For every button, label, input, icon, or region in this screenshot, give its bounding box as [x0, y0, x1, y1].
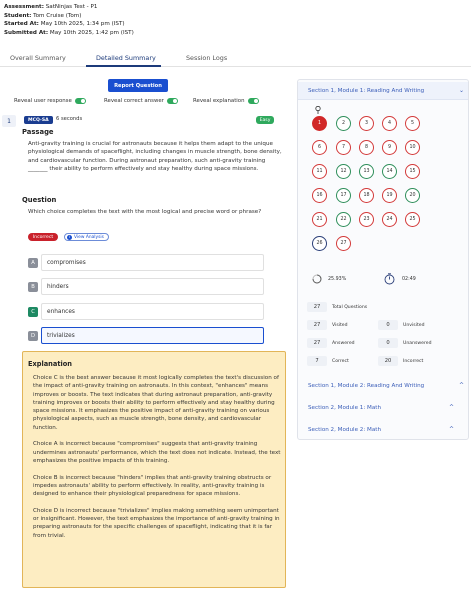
section-label: Section 1, Module 2: Reading And Writing	[308, 383, 425, 389]
reveal-user-response	[14, 98, 86, 104]
started-label: Started At:	[4, 21, 39, 28]
reveal-correct-answer-label: Reveal correct answer	[104, 98, 164, 104]
explanation-body	[33, 374, 281, 548]
visited-count: 27	[307, 320, 327, 330]
question-nav-1[interactable]: 1	[312, 116, 327, 131]
correct-count: 7	[307, 356, 327, 366]
question-nav-17[interactable]: 17	[336, 188, 351, 203]
status-badge: Incorrect	[28, 233, 58, 241]
accuracy-icon	[312, 274, 322, 284]
question-nav-25[interactable]: 25	[405, 212, 420, 227]
incorrect-count: 20	[378, 356, 398, 366]
difficulty-badge: Easy	[256, 116, 274, 124]
reveal-explanation-toggle[interactable]	[248, 98, 259, 104]
question-nav-3[interactable]: 3	[359, 116, 374, 131]
section-label: Section 1, Module 1: Reading And Writing	[308, 87, 425, 94]
tab-overall-summary[interactable]: Overall Summary	[10, 54, 66, 62]
accuracy-value: 25.93%	[328, 277, 347, 282]
choice-c-text: enhances	[41, 303, 264, 320]
question-nav-9[interactable]: 9	[382, 140, 397, 155]
question-nav-27[interactable]: 27	[336, 236, 351, 251]
answered-label: Answered	[332, 341, 355, 346]
question-number: 1	[2, 115, 16, 127]
section-2-module-2-header[interactable]	[298, 421, 468, 439]
reveal-correct-answer	[104, 98, 178, 104]
stopwatch-icon	[384, 273, 395, 285]
assessment-label: Assessment:	[4, 4, 44, 10]
question-nav-4[interactable]: 4	[382, 116, 397, 131]
section-1-module-2-header[interactable]	[298, 377, 468, 395]
chevron-up-icon: ^	[448, 426, 454, 433]
tab-session-logs[interactable]: Session Logs	[186, 54, 228, 62]
student-name: Tom Cruise (Tom)	[33, 12, 82, 19]
question-nav-8[interactable]: 8	[359, 140, 374, 155]
summary-tabs	[0, 51, 471, 67]
incorrect-label: Incorrect	[403, 359, 424, 364]
assessment-name: SatNinjas Test - P1	[45, 4, 98, 10]
correct-label: Correct	[332, 359, 349, 364]
choice-d[interactable]	[28, 327, 75, 344]
question-nav-12[interactable]: 12	[336, 164, 351, 179]
reveal-user-response-toggle[interactable]	[75, 98, 86, 104]
question-heading: Question	[22, 196, 57, 204]
question-text: Which choice completes the text with the most logical and precise word or phrase?	[28, 209, 262, 215]
submitted-label: Submitted At:	[4, 29, 49, 36]
choice-c-letter: C	[28, 307, 38, 317]
started-at: May 10th 2025, 1:34 pm (IST)	[40, 21, 125, 28]
question-nav-21[interactable]: 21	[312, 212, 327, 227]
reveal-correct-answer-toggle[interactable]	[167, 98, 178, 104]
question-nav-15[interactable]: 15	[405, 164, 420, 179]
view-analysis-button[interactable]	[64, 233, 109, 241]
question-nav-19[interactable]: 19	[382, 188, 397, 203]
passage-text: Anti-gravity training is crucial for astronauts because it helps them adapt to the unique physiological demands of spaceflight, including changes in muscle strength, bone density, and cardiovascular function. During astronaut preparation, such anti-gravity training _______ their ability to perform effectively and stay healthy during space missions.	[28, 141, 282, 172]
tab-detailed-summary[interactable]: Detailed Summary	[96, 54, 156, 62]
section-label: Section 2, Module 2: Math	[308, 427, 382, 433]
choice-d-letter: D	[28, 331, 38, 341]
question-nav-24[interactable]: 24	[382, 212, 397, 227]
question-nav-7[interactable]: 7	[336, 140, 351, 155]
visited-label: Visited	[332, 323, 348, 328]
section-label: Section 2, Module 1: Math	[308, 405, 382, 411]
answered-count: 27	[307, 338, 327, 348]
explanation-box	[22, 351, 286, 588]
chevron-up-icon: ^	[448, 404, 454, 411]
choice-d-text: trivializes	[41, 327, 264, 344]
flag-icon	[315, 106, 321, 114]
section-2-module-1-header[interactable]	[298, 399, 468, 417]
question-nav-18[interactable]: 18	[359, 188, 374, 203]
unvisited-count: 0	[378, 320, 398, 330]
section-1-module-1-header[interactable]	[298, 82, 468, 100]
question-nav-6[interactable]: 6	[312, 140, 327, 155]
submitted-at: May 10th 2025, 1:42 pm (IST)	[49, 29, 134, 36]
question-nav-16[interactable]: 16	[312, 188, 327, 203]
reveal-explanation-label: Reveal explanation	[193, 98, 245, 104]
question-navigator-panel	[297, 79, 469, 440]
reveal-explanation	[193, 98, 259, 104]
duration-value: 02:49	[402, 277, 416, 282]
total-questions-count: 27	[307, 302, 327, 312]
choice-a[interactable]	[28, 254, 86, 271]
question-nav-26[interactable]: 26	[312, 236, 327, 251]
explanation-paragraph: Choice B is incorrect because "hinders" implies that anti-gravity training obstructs or impedes astronauts' ability to perform effectively. In reality, anti-gravity training is designed to enhance their physiological preparedness for space missions.	[33, 474, 272, 498]
choice-b[interactable]	[28, 278, 69, 295]
question-nav-13[interactable]: 13	[359, 164, 374, 179]
choice-a-text: compromises	[41, 254, 264, 271]
question-nav-10[interactable]: 10	[405, 140, 420, 155]
reveal-user-response-label: Reveal user response	[14, 98, 72, 104]
explanation-paragraph: Choice A is incorrect because "compromises" suggests that anti-gravity training undermines astronauts' performance, which the text does not indicate. Instead, the text emphasizes the positive impacts of this training.	[33, 441, 281, 464]
assessment-meta	[4, 3, 134, 37]
choice-c[interactable]	[28, 303, 75, 320]
question-nav-14[interactable]: 14	[382, 164, 397, 179]
time-spent: 6 seconds	[56, 116, 83, 122]
explanation-paragraph: Choice D is incorrect because "trivializes" implies making something seem unimportant or insignificant. However, the text emphasizes the importance of anti-gravity training in preparing astronauts for the specific challenges of spaceflight, indicating that it is far from trivial.	[33, 507, 280, 539]
reveal-toggles	[0, 98, 290, 108]
question-nav-20[interactable]: 20	[405, 188, 420, 203]
chevron-up-icon: ^	[458, 382, 464, 389]
unanswered-count: 0	[378, 338, 398, 348]
active-tab-indicator	[86, 65, 161, 67]
chevron-down-icon: ⌄	[458, 87, 464, 94]
question-nav-5[interactable]: 5	[405, 116, 420, 131]
student-label: Student:	[4, 12, 32, 19]
question-nav-2[interactable]: 2	[336, 116, 351, 131]
question-nav-22[interactable]: 22	[336, 212, 351, 227]
choice-b-letter: B	[28, 282, 38, 292]
question-nav-11[interactable]: 11	[312, 164, 327, 179]
unanswered-label: Unanswered	[403, 341, 432, 346]
total-questions-label: Total Questions	[332, 305, 368, 310]
view-analysis-label: View Analysis	[74, 234, 104, 240]
choice-b-text: hinders	[41, 278, 264, 295]
passage-heading: Passage	[22, 128, 54, 136]
explanation-paragraph: Choice C is the best answer because it most logically completes the text's discussion of the impact of anti-gravity training on astronauts. In this context, "enhances" means improves or boosts. The text indicates that during astronaut preparation, anti-gravity training improves or boosts their ability to perform effectively and stay healthy during space missions. It emphasizes the positive impact of anti-gravity training on various physiological aspects, such as muscle strength, bone density, and cardiovascular function.	[33, 375, 279, 431]
info-icon: i	[67, 235, 72, 240]
question-type-badge: MCQ-SA	[24, 116, 53, 124]
report-question-button[interactable]: Report Question	[108, 79, 168, 92]
unvisited-label: Unvisited	[403, 323, 425, 328]
choice-a-letter: A	[28, 258, 38, 268]
explanation-title: Explanation	[28, 360, 72, 368]
question-nav-23[interactable]: 23	[359, 212, 374, 227]
